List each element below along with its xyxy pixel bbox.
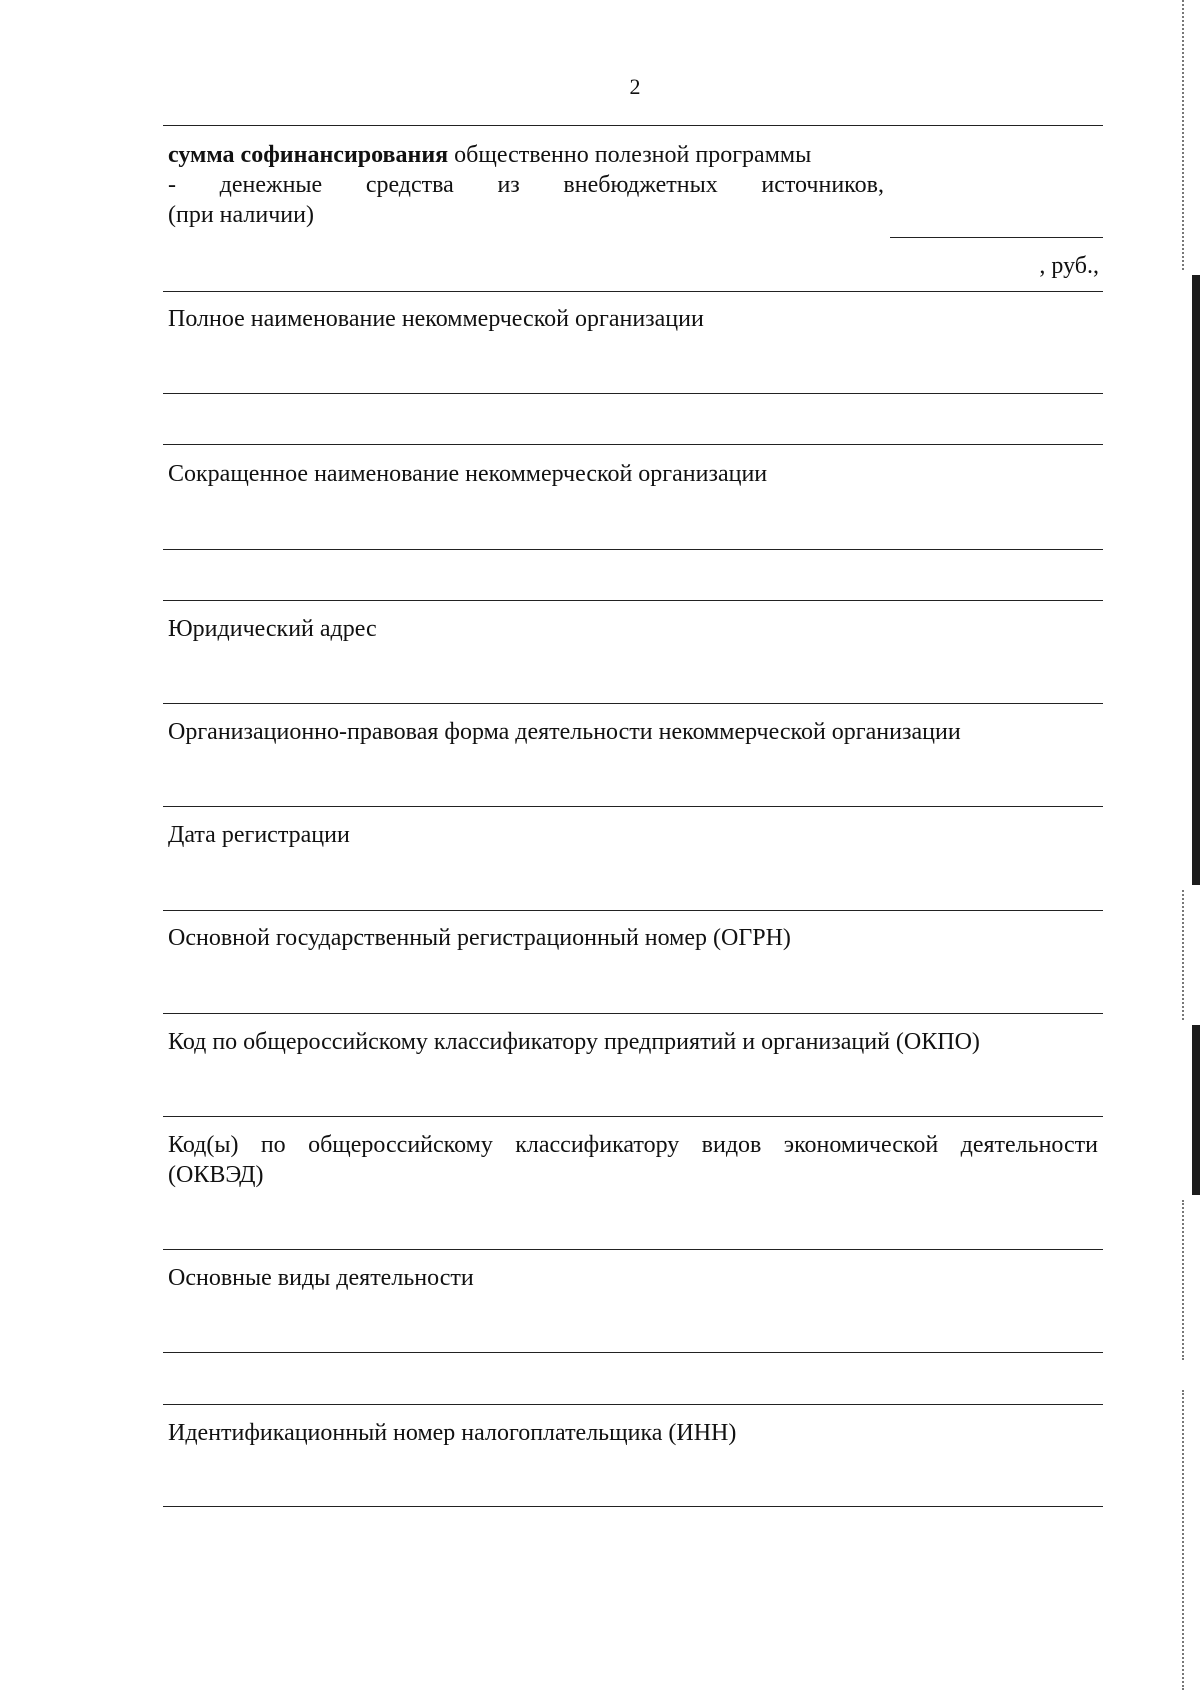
okved-input-line[interactable]: [163, 1249, 1103, 1250]
cofinancing-line1: [168, 140, 884, 170]
cofinancing-label-rest: общественно полезной программы: [448, 142, 812, 168]
short-name-input-line-2[interactable]: [163, 600, 1103, 601]
cofinancing-line3: (при наличии): [168, 202, 314, 228]
scan-dotted-mark: [1182, 1390, 1186, 1690]
currency-unit: , руб.,: [1039, 253, 1099, 279]
field-label-ogrn: Основной государственный регистрационный номер (ОГРН): [168, 925, 791, 951]
scan-edge-mark: [1192, 275, 1200, 885]
field-label-short-name: Сокращенное наименование некоммерческой организации: [168, 461, 768, 487]
scan-dotted-mark: [1182, 1200, 1186, 1360]
field-label-main-activities: Основные виды деятельности: [168, 1265, 474, 1291]
cofinancing-word: денежные: [219, 172, 323, 198]
okpo-input-line[interactable]: [163, 1116, 1103, 1117]
ogrn-input-line[interactable]: [163, 1013, 1103, 1014]
cofinancing-block: [168, 140, 884, 230]
cofinancing-amount-field[interactable]: [890, 237, 1103, 238]
legal-form-input-line[interactable]: [163, 806, 1103, 807]
rule-cofinancing-bottom: [163, 291, 1103, 292]
cofinancing-bold-label: сумма софинансирования: [168, 142, 449, 168]
full-name-input-line-2[interactable]: [163, 444, 1103, 445]
field-label-legal-form: Организационно-правовая форма деятельности некоммерческой организации: [168, 719, 961, 745]
rule-top: [163, 125, 1103, 126]
field-label-okved: Код(ы) по общероссийскому классификатору видов экономической деятельности (ОКВЭД): [168, 1132, 1098, 1188]
field-label-legal-address: Юридический адрес: [168, 616, 377, 642]
field-label-inn: Идентификационный номер налогоплательщика (ИНН): [168, 1420, 737, 1446]
legal-address-input-line[interactable]: [163, 703, 1103, 704]
cofinancing-line2: [168, 170, 884, 200]
full-name-input-line[interactable]: [163, 393, 1103, 394]
field-label-okpo: Код по общероссийскому классификатору предприятий и организаций (ОКПО): [168, 1029, 980, 1055]
cofinancing-word: -: [168, 172, 176, 198]
cofinancing-word: средства: [365, 172, 454, 198]
cofinancing-word: из: [497, 172, 520, 198]
cofinancing-word: источников,: [761, 172, 884, 198]
main-activities-input-line[interactable]: [163, 1352, 1103, 1353]
inn-input-line[interactable]: [163, 1506, 1103, 1507]
scan-dotted-mark: [1182, 0, 1186, 270]
main-activities-input-line-2[interactable]: [163, 1404, 1103, 1405]
page-number: 2: [629, 74, 641, 99]
scan-dotted-mark: [1182, 890, 1186, 1020]
cofinancing-word: внебюджетных: [563, 172, 718, 198]
short-name-input-line[interactable]: [163, 549, 1103, 550]
field-label-registration-date: Дата регистрации: [168, 822, 350, 848]
field-label-full-name: Полное наименование некоммерческой организации: [168, 306, 704, 332]
scan-edge-mark: [1192, 1025, 1200, 1195]
registration-date-input-line[interactable]: [163, 910, 1103, 911]
